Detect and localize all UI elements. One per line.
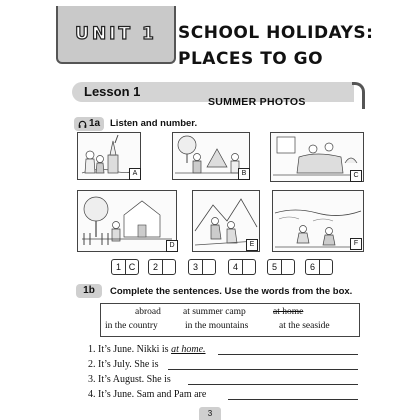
answer-box-5[interactable] — [267, 259, 295, 275]
unit-title-line2: PLACES TO GO — [178, 49, 324, 69]
answer-value: C — [128, 262, 136, 272]
picture-letter-e: E — [246, 239, 258, 251]
answer-number: 2 — [149, 260, 163, 274]
answer-value — [320, 260, 332, 274]
answer-value — [243, 260, 255, 274]
exercise-1b-instruction: Complete the sentences. Use the words from the box. — [110, 286, 353, 297]
village-illustration — [78, 191, 176, 251]
answer-number: 5 — [268, 260, 282, 274]
word-at-home-crossed: at home — [273, 307, 304, 317]
sentence-2 — [88, 359, 158, 370]
exercise-1a-badge — [74, 117, 104, 131]
answer-box-3[interactable] — [188, 259, 216, 275]
unit-title-line1: SCHOOL HOLIDAYS: — [178, 23, 374, 43]
picture-letter-d: D — [166, 240, 178, 252]
picture-letter-c: C — [350, 170, 362, 182]
sentence-2-text: 2. It’s July. She is — [88, 359, 159, 370]
answer-value — [282, 260, 294, 274]
word-in-the-country: in the country — [105, 321, 158, 331]
lesson-label: Lesson 1 — [84, 84, 141, 99]
answer-number: 1 — [112, 260, 126, 274]
page-number: 3 — [199, 407, 221, 420]
word-abroad: abroad — [135, 307, 161, 317]
answer-number: 6 — [306, 260, 320, 274]
picture-letter-f: F — [350, 238, 362, 250]
lesson-bar-cap — [352, 82, 365, 109]
answer-line-1[interactable] — [218, 354, 358, 355]
sentence-4 — [88, 389, 206, 400]
picture-b — [172, 132, 250, 180]
sentence-1-example: at home. — [171, 344, 206, 355]
exercise-1a-number: 1a — [88, 118, 101, 129]
picture-d — [77, 190, 177, 252]
unit-title — [178, 20, 418, 72]
word-at-the-seaside: at the seaside — [279, 321, 330, 331]
headphones-icon — [78, 120, 87, 129]
answer-line-3[interactable] — [188, 384, 358, 385]
lesson-subtitle: SUMMER PHOTOS — [208, 96, 306, 108]
answer-number: 4 — [229, 260, 243, 274]
word-in-the-mountains: in the mountains — [185, 321, 249, 331]
answer-value — [163, 260, 175, 274]
picture-letter-a: A — [129, 168, 141, 180]
unit-label: UNIT 1 — [75, 24, 157, 44]
answer-line-2[interactable] — [168, 369, 358, 370]
picture-letter-b: B — [238, 168, 250, 180]
answer-box-6[interactable] — [305, 259, 333, 275]
picture-e — [192, 190, 260, 252]
answer-line-4[interactable] — [228, 399, 358, 400]
sentence-3-text: 3. It’s August. She is — [88, 374, 171, 385]
picture-a — [77, 132, 141, 180]
picture-f — [272, 190, 364, 252]
answer-box-1[interactable] — [111, 259, 139, 275]
word-at-summer-camp: at summer camp — [183, 307, 246, 317]
answer-box-2[interactable] — [148, 259, 176, 275]
sentence-4-text: 4. It’s June. Sam and Pam are — [88, 389, 207, 400]
picture-c — [270, 132, 364, 182]
word-box — [100, 303, 360, 337]
answer-number: 3 — [189, 260, 203, 274]
sentence-1-text: 1. It’s June. Nikki is — [88, 344, 169, 355]
answer-box-4[interactable] — [228, 259, 256, 275]
sentence-3 — [88, 374, 171, 385]
sentence-1 — [88, 344, 206, 355]
exercise-1b-badge: 1b — [76, 284, 102, 298]
answer-value — [203, 260, 215, 274]
unit-tab — [56, 6, 176, 64]
exercise-1a-instruction: Listen and number. — [110, 118, 198, 129]
